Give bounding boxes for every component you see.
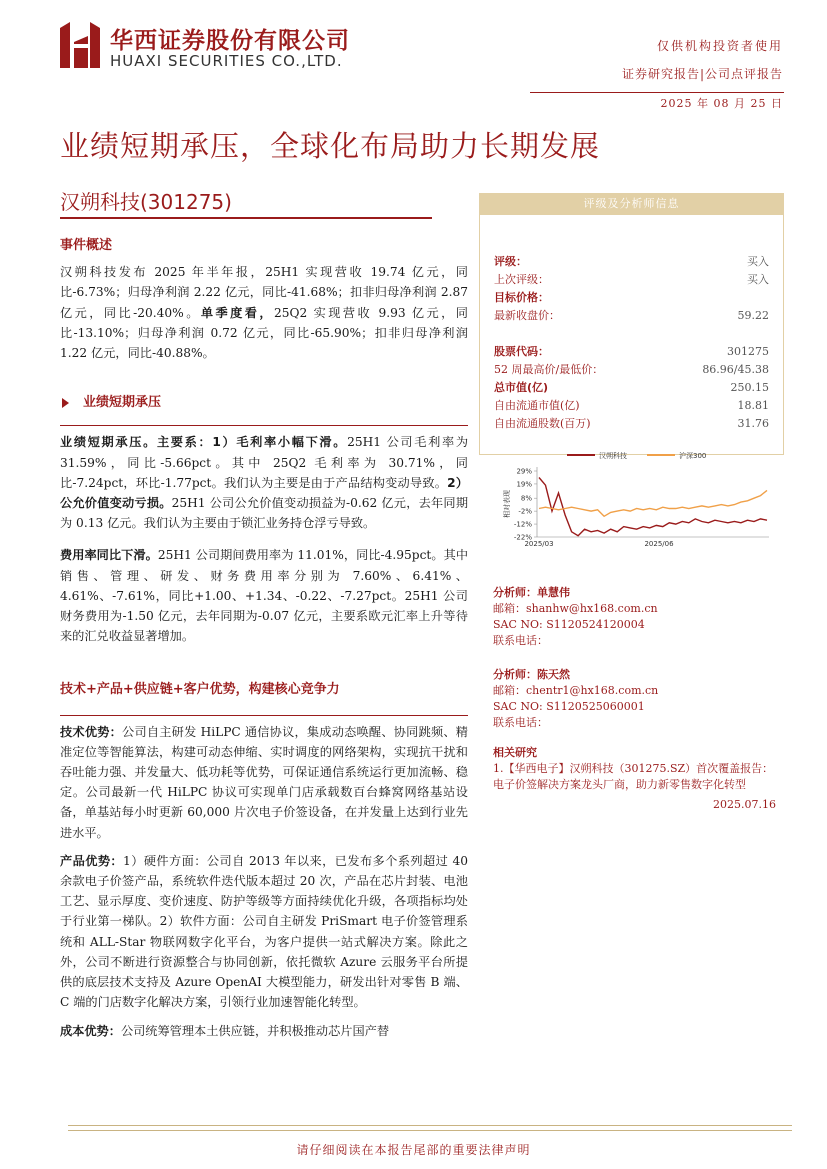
analyst-1-name: 分析师：单慧伟 bbox=[493, 586, 570, 599]
section1-heading bbox=[60, 393, 468, 413]
analyst-2-email[interactable]: chentr1@hx168.com.cn bbox=[526, 684, 659, 697]
rating-label: 评级： bbox=[494, 255, 527, 268]
section1-bold-3: 费用率同比下滑。 bbox=[60, 548, 158, 563]
analyst-2-sac: SAC NO: S1120525060001 bbox=[493, 700, 645, 713]
analyst-1-sac: SAC NO: S1120524120004 bbox=[493, 618, 645, 631]
related-date: 2025.07.16 bbox=[713, 798, 776, 811]
analyst-1-email-label: 邮箱： bbox=[493, 602, 526, 615]
rating-value: 18.81 bbox=[737, 399, 769, 412]
company-ticker: 汉朔科技(301275) bbox=[60, 190, 232, 214]
footer-rule-1 bbox=[68, 1125, 792, 1126]
section1-title: 业绩短期承压 bbox=[83, 395, 162, 411]
event-text2: 25Q2 实现营收 9.93 亿元，同比-13.10%；归母净利润 0.72 亿元，同比-65.90%；扣非归母净利润 1.22 亿元，同比-40.88%。 bbox=[60, 305, 468, 361]
rating-label: 自由流通市值(亿) bbox=[494, 399, 580, 412]
rating-box bbox=[479, 215, 784, 455]
section2-bold-2: 产品优势： bbox=[60, 853, 124, 868]
analyst-2-name: 分析师：陈天然 bbox=[493, 668, 570, 681]
section2-text-1: 公司自主研发 HiLPC 通信协议，集成动态唤醒、协同跳频、精准定位等智能算法，构建可动态伸缩、实时调度的网络架构，实现抗干扰和吞吐能力强、并发量大、低功耗等优势，可保证通信系统运行更加流畅、稳定。公司最新一代 HiLPC 协议可实现单门店承载数百台蜂窝网络基站设备，单基站每小时更新 60,000 片次电子价签设备，在并发量上达到行业先进水平。 bbox=[60, 724, 468, 840]
section1-text-3: 25H1 公司期间费用率为 11.01%，同比-4.95pct。其中销售、管理、研发、财务费用率分别为 7.60%、6.41%、4.61%、-7.61%，同比+1.00、+1.34、-0.22、-7.27pct。25H1 公司财务费用为-1.50 亿元，去年同期为-0.07 亿元，主要系欧元汇率上升等待来的汇兑收益显著增加。 bbox=[60, 548, 469, 644]
related-item[interactable]: 1.【华西电子】汉朔科技（301275.SZ）首次覆盖报告：电子价签解决方案龙头厂商，助力新零售数字化转型 bbox=[493, 762, 774, 791]
footer-rule-2 bbox=[68, 1130, 792, 1131]
analyst-2-email-label: 邮箱： bbox=[493, 684, 526, 697]
section1-bold-1: 业绩短期承压。主要系：1）毛利率小幅下滑。 bbox=[60, 435, 348, 450]
rating-value: 86.96/45.38 bbox=[702, 363, 769, 376]
rating-row bbox=[494, 271, 769, 289]
rating-label: 目标价格： bbox=[494, 291, 549, 304]
rating-row bbox=[494, 415, 769, 433]
section1-paragraph-2 bbox=[60, 545, 468, 646]
rating-row bbox=[494, 307, 769, 325]
header-divider bbox=[530, 92, 784, 93]
rating-row bbox=[494, 397, 769, 415]
relative-performance-chart bbox=[479, 447, 784, 559]
analyst-2-phone: 联系电话： bbox=[493, 716, 548, 729]
y-tick-label: -2% bbox=[518, 507, 532, 516]
y-tick-label: 29% bbox=[516, 467, 532, 476]
y-tick-label: -12% bbox=[513, 520, 532, 529]
rating-value: 301275 bbox=[727, 345, 769, 358]
company-name-cn: 华西证券股份有限公司 bbox=[110, 28, 350, 54]
event-text: 汉朔科技发布 2025 年半年报，25H1 实现营收 19.74 亿元，同比-6.73%；归母净利润 2.22 亿元，同比-41.68%；扣非归母净利润 2.87 亿元，同比-20.40%。 bbox=[60, 265, 468, 320]
section2-heading bbox=[60, 680, 468, 700]
price-chart bbox=[479, 447, 784, 559]
section2-paragraph-2 bbox=[60, 851, 468, 1013]
section1-text-1: 25H1 公司毛利率为 31.59%，同比-5.66pct。其中 25Q2 毛利率为 30.71%，同比-7.24pct，环比-1.77pct。我们认为主要是由于产品结构变动导致。 bbox=[60, 435, 469, 490]
y-tick-label: -22% bbox=[513, 533, 532, 542]
section2-rule bbox=[60, 715, 468, 716]
analyst-2 bbox=[493, 667, 658, 731]
section2-bold-3: 成本优势： bbox=[60, 1023, 121, 1038]
rating-label: 52 周最高价/最低价： bbox=[494, 363, 604, 376]
rating-row bbox=[494, 253, 769, 271]
section2-text-3: 公司统筹管理本土供应链，并积极推动芯片国产替 bbox=[120, 1023, 390, 1038]
y-axis-label: 相对表现 bbox=[503, 490, 511, 518]
sidebar bbox=[479, 193, 784, 811]
section1-bold-2: 2）公允价值变动亏损。 bbox=[60, 475, 469, 511]
rating-value: 买入 bbox=[747, 273, 769, 286]
analyst-1 bbox=[493, 585, 658, 649]
report-type: 证券研究报告|公司点评报告 bbox=[621, 67, 783, 81]
report-date: 2025 年 08 月 25 日 bbox=[660, 97, 783, 110]
rating-row bbox=[494, 289, 769, 307]
rating-row bbox=[494, 343, 769, 361]
rating-value: 买入 bbox=[747, 255, 769, 268]
series-line-stock bbox=[539, 478, 767, 536]
section2-text-2: 1）硬件方面：公司自 2013 年以来，已发布多个系列超过 40 余款电子价签产品，系统软件迭代版本超过 20 次，产品在芯片封装、电池工艺、显示厚度、变价速度、防护等级等方面持续优化升级，各项指标均处于行业第一梯队。2）软件方面：公司自主研发 PriSmart 电子价签管理系统和 ALL-Star 物联网数字化平台，为客户提供一站式解决方案。除此之外，公司不断进行资源整合与协同创新，依托微软 Azure 云服务平台所提供的底层技术支持及 Azure OpenAI 大模型能力，研发出针对零售 B 端、C 端的门店数字化解决方案，引领行业加速智能化转型。 bbox=[60, 853, 469, 1010]
related-research bbox=[493, 745, 776, 813]
rating-label: 股票代码： bbox=[494, 345, 549, 358]
rating-value: 59.22 bbox=[737, 309, 769, 322]
rating-label: 最新收盘价： bbox=[494, 309, 560, 322]
report-title: 业绩短期承压，全球化布局助力长期发展 bbox=[60, 129, 601, 163]
related-heading: 相关研究 bbox=[493, 746, 537, 759]
rating-box-header: 评级及分析师信息 bbox=[479, 193, 784, 215]
rating-label: 总市值(亿) bbox=[494, 381, 549, 394]
x-tick-label: 2025/06 bbox=[644, 540, 674, 548]
series-line-index bbox=[539, 490, 767, 516]
event-paragraph bbox=[60, 262, 468, 363]
section1-text-2: 25H1 公司公允价值变动损益为-0.62 亿元，去年同期为 0.13 亿元。我们认为主要由于锁汇业务持仓浮亏导致。 bbox=[60, 496, 469, 531]
event-bold: 单季度看， bbox=[200, 305, 275, 320]
x-tick-label: 2025/03 bbox=[524, 540, 554, 548]
section2-title: 技术+产品+供应链+客户优势，构建核心竞争力 bbox=[60, 682, 340, 698]
rating-row bbox=[494, 379, 769, 397]
huaxi-logo-icon bbox=[60, 22, 100, 68]
legend-label: 汉朔科技 bbox=[599, 452, 627, 460]
rating-value: 31.76 bbox=[737, 417, 769, 430]
triangle-bullet-icon bbox=[62, 398, 69, 408]
section1-rule bbox=[60, 425, 468, 426]
section2-paragraph-3 bbox=[60, 1021, 468, 1041]
section2-paragraph-1 bbox=[60, 722, 468, 843]
audience-note: 仅供机构投资者使用 bbox=[656, 39, 783, 53]
title-rule bbox=[60, 217, 432, 219]
y-tick-label: 19% bbox=[516, 480, 532, 489]
rating-row bbox=[494, 325, 769, 343]
event-heading: 事件概述 bbox=[60, 238, 113, 253]
legal-disclaimer: 请仔细阅读在本报告尾部的重要法律声明 bbox=[296, 1143, 531, 1157]
rating-rows bbox=[494, 253, 769, 433]
section2-bold-1: 技术优势： bbox=[60, 724, 123, 739]
section1-paragraph-1 bbox=[60, 432, 468, 533]
analyst-1-phone: 联系电话： bbox=[493, 634, 548, 647]
rating-label: 上次评级： bbox=[494, 273, 549, 286]
rating-value: 250.15 bbox=[730, 381, 769, 394]
main-column bbox=[60, 236, 468, 1041]
legend-label: 沪深300 bbox=[679, 452, 707, 460]
company-name-en: HUAXI SECURITIES CO.,LTD. bbox=[110, 52, 343, 70]
rating-row bbox=[494, 361, 769, 379]
analyst-1-email[interactable]: shanhw@hx168.com.cn bbox=[526, 602, 658, 615]
rating-label: 自由流通股数(百万) bbox=[494, 417, 591, 430]
y-tick-label: 8% bbox=[520, 494, 532, 503]
